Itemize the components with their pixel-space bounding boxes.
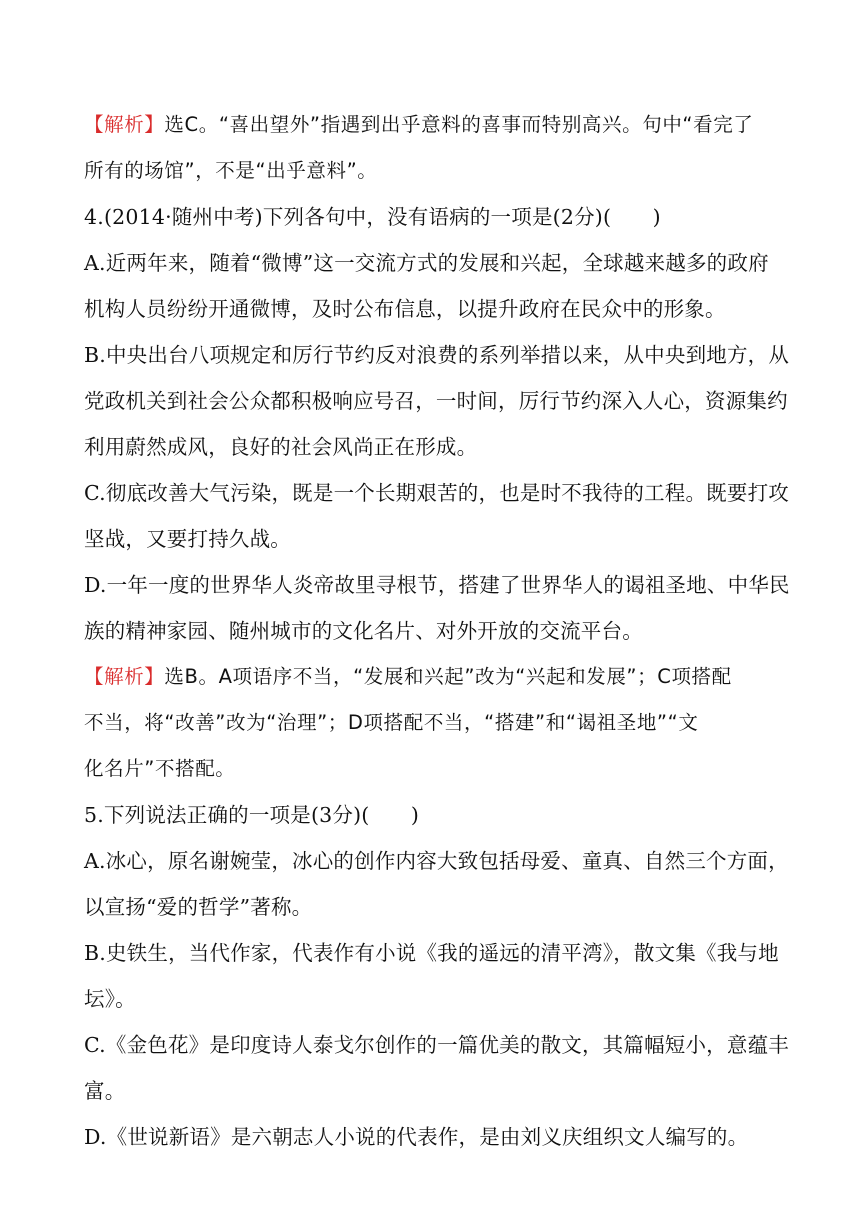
option-b-line: B.史铁生，当代作家，代表作有小说《我的遥远的清平湾》，散文集《我与地 bbox=[84, 941, 779, 965]
analysis-line: 化名片”不搭配。 bbox=[84, 757, 236, 780]
option-a-line: A.近两年来，随着“微博”这一交流方式的发展和兴起，全球越来越多的政府 bbox=[84, 251, 769, 275]
analysis-tag: 【解析】 bbox=[84, 113, 165, 136]
analysis-text: 选C。“喜出望外”指遇到出乎意料的喜事而特别高兴。句中“看完了 bbox=[164, 113, 754, 136]
option-b-line: 党政机关到社会公众都积极响应号召，一时间，厉行节约深入人心，资源集约 bbox=[84, 389, 788, 413]
option-a-line: 机构人员纷纷开通微博，及时公布信息，以提升政府在民众中的形象。 bbox=[84, 297, 726, 321]
analysis-line: 不当，将“改善”改为“治理”；D项搭配不当，“搭建”和“谒祖圣地”“文 bbox=[84, 711, 699, 734]
analysis-tag: 【解析】 bbox=[84, 665, 165, 688]
question-4 bbox=[84, 194, 790, 654]
analysis-block-1 bbox=[84, 102, 784, 194]
analysis-line bbox=[84, 654, 784, 700]
analysis-text: 选B。A项语序不当，“发展和兴起”改为“兴起和发展”；C项搭配 bbox=[164, 665, 732, 688]
option-c-line: C.彻底改善大气污染，既是一个长期艰苦的，也是时不我待的工程。既要打攻 bbox=[84, 481, 789, 505]
option-b-line: 坛》。 bbox=[84, 987, 136, 1011]
option-d-line: 族的精神家园、随州城市的文化名片、对外开放的交流平台。 bbox=[84, 619, 643, 643]
option-d-line: D.《世说新语》是六朝志人小说的代表作，是由刘义庆组织文人编写的。 bbox=[84, 1125, 749, 1149]
option-b-line: B.中央出台八项规定和厉行节约反对浪费的系列举措以来，从中央到地方，从 bbox=[84, 343, 790, 367]
analysis-block-2 bbox=[84, 654, 784, 792]
option-c-line: 富。 bbox=[84, 1079, 126, 1103]
option-c-line: 坚战，又要打持久战。 bbox=[84, 527, 291, 551]
question-stem: 4.(2014·随州中考)下列各句中，没有语病的一项是(2分)( ) bbox=[84, 205, 661, 229]
document-page bbox=[84, 102, 790, 1160]
analysis-line bbox=[84, 102, 784, 148]
option-a-line: A.冰心，原名谢婉莹，冰心的创作内容大致包括母爱、童真、自然三个方面， bbox=[84, 849, 789, 873]
question-stem: 5.下列说法正确的一项是(3分)( ) bbox=[84, 803, 420, 827]
option-b-line: 利用蔚然成风，良好的社会风尚正在形成。 bbox=[84, 435, 478, 459]
option-d-line: D.一年一度的世界华人炎帝故里寻根节，搭建了世界华人的谒祖圣地、中华民 bbox=[84, 573, 790, 597]
analysis-line: 所有的场馆”，不是“出乎意料”。 bbox=[84, 159, 378, 182]
option-a-line: 以宣扬“爱的哲学”著称。 bbox=[84, 895, 313, 919]
question-5 bbox=[84, 792, 789, 1160]
option-c-line: C.《金色花》是印度诗人泰戈尔创作的一篇优美的散文，其篇幅短小，意蕴丰 bbox=[84, 1033, 789, 1057]
